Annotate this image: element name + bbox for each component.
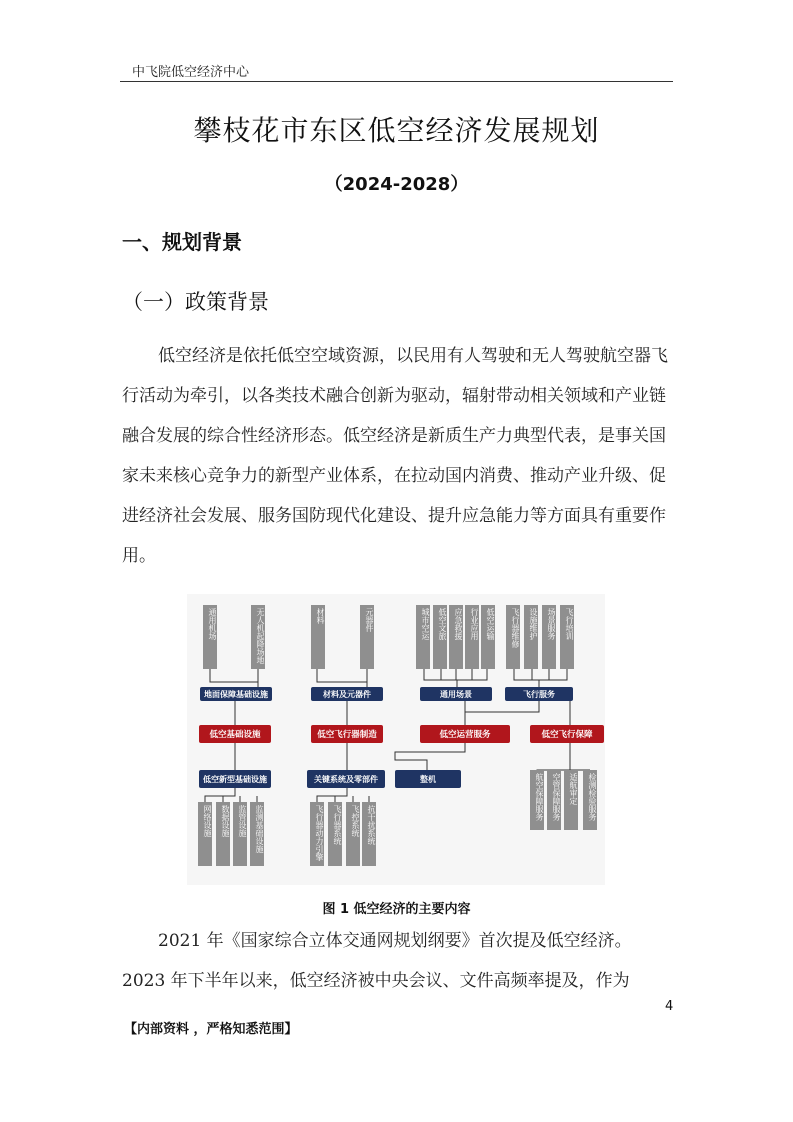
node-aircraft-system: 飞行器系统 xyxy=(328,802,342,866)
node-flight-services: 飞行服务 xyxy=(505,687,573,701)
node-general-airport: 通用机场 xyxy=(203,605,217,669)
node-facility-maintenance: 设施维护 xyxy=(524,605,538,669)
node-flight-training: 飞行培训 xyxy=(560,605,574,669)
node-drone-site: 无人机起降场地 xyxy=(251,605,265,669)
node-aircraft-engine: 飞行器动力引擎 xyxy=(310,802,324,866)
connector xyxy=(205,788,257,802)
node-low-altitude-transport: 低空运输 xyxy=(481,605,495,669)
node-aircraft-manufacturing: 低空飞行器制造 xyxy=(311,725,383,743)
connector xyxy=(532,669,549,687)
node-flight-control: 飞控系统 xyxy=(346,802,360,866)
node-supervision-facilities: 监管设施 xyxy=(233,802,247,866)
node-ground-support: 地面保障基础设施 xyxy=(200,687,272,701)
connector xyxy=(317,669,367,687)
node-operation-services: 低空运营服务 xyxy=(420,725,510,743)
paragraph-policy: 低空经济是依托低空空域资源，以民用有人驾驶和无人驾驶航空器飞行活动为牵引，以各类技术融合创新为驱动，辐射带动相关领域和产业链融合发展的综合性经济形态。低空经济是新质生产力典型代表，是事关国家未来核心竞争力的新型产业体系，在拉动国内消费、推动产业升级、促进经济社会发展、服务国防现代化建设、提升应急能力等方面具有重要作用。 xyxy=(122,346,668,566)
node-aircraft-maintenance: 飞行器维修 xyxy=(506,605,520,669)
connector xyxy=(465,701,539,712)
connector xyxy=(395,743,465,770)
document-subtitle: （2024-2028） xyxy=(324,174,469,195)
node-urban-air: 城市空运 xyxy=(416,605,430,669)
node-components: 元器件 xyxy=(360,605,374,669)
node-inspection-testing: 检测检验服务 xyxy=(583,770,597,830)
node-industry-application: 行业应用 xyxy=(465,605,479,669)
page-number: 4 xyxy=(665,999,674,1014)
node-emergency-rescue: 应急救援 xyxy=(449,605,463,669)
node-data-facilities: 数据设施 xyxy=(216,802,230,866)
footer-confidential: 【内部资料 ，严格知悉范围】 xyxy=(124,1022,298,1037)
section-heading: 一、规划背景 xyxy=(122,230,242,254)
node-key-systems: 关键系统及零部件 xyxy=(307,770,385,788)
node-low-altitude-tourism: 低空文旅 xyxy=(433,605,447,669)
header-org: 中飞院低空经济中心 xyxy=(132,65,250,80)
node-network-facilities: 网络设施 xyxy=(198,802,212,866)
subsection-heading: （一）政策背景 xyxy=(122,290,269,314)
node-scene-service: 场景服务 xyxy=(542,605,556,669)
node-flight-support: 低空飞行保障 xyxy=(530,725,604,743)
paragraph-history: 2021 年《国家综合立体交通网规划纲要》首次提及低空经济。2023 年下半年以来，低空经济被中央会议、文件高频率提及，作为 xyxy=(122,931,632,991)
figure-diagram xyxy=(187,594,605,885)
node-monitoring-infrastructure: 监测基础设施 xyxy=(250,802,264,866)
node-new-infrastructure: 低空新型基础设施 xyxy=(199,770,271,788)
node-airworthiness: 适航审定 xyxy=(564,770,578,830)
node-atc-support: 空管保障服务 xyxy=(547,770,561,830)
connector xyxy=(317,788,369,802)
figure-caption: 图 1 低空经济的主要内容 xyxy=(322,902,471,917)
connector xyxy=(441,669,472,687)
header-rule xyxy=(120,81,673,82)
node-materials-components: 材料及元器件 xyxy=(311,687,383,701)
node-general-scenes: 通用场景 xyxy=(420,687,492,701)
connector xyxy=(514,669,567,680)
node-aviation-support: 航空保障服务 xyxy=(530,770,544,830)
document-title: 攀枝花市东区低空经济发展规划 xyxy=(193,114,600,147)
node-whole-aircraft: 整机 xyxy=(395,770,461,788)
connector xyxy=(210,669,258,687)
node-infrastructure: 低空基础设施 xyxy=(199,725,271,743)
node-anti-jamming: 抗干扰系统 xyxy=(362,802,376,866)
node-materials: 材料 xyxy=(311,605,325,669)
